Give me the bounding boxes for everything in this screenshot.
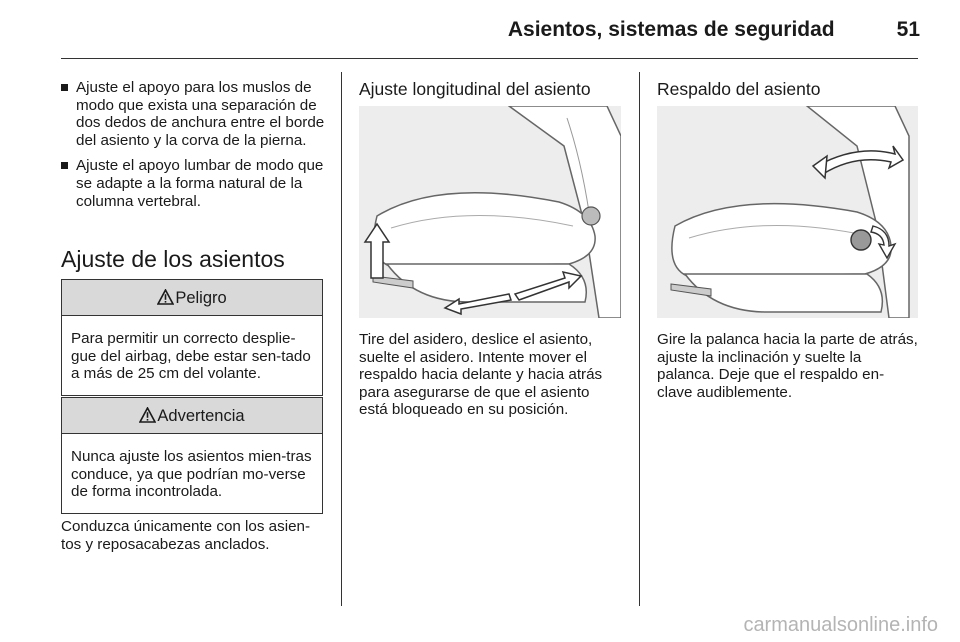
header-divider	[61, 58, 918, 59]
bullet-square-icon	[61, 162, 68, 169]
warning-box-header	[62, 398, 322, 434]
seat-slide-figure	[359, 106, 621, 318]
warning-triangle-icon	[139, 407, 156, 423]
warning-triangle-icon	[157, 289, 174, 305]
watermark-text: carmanualsonline.info	[743, 614, 938, 636]
seat-longitudinal-illustration	[359, 106, 621, 318]
backrest-paragraph: Gire la palanca hacia la parte de atrás, ajuste la inclinación y suelte la palanca. Deje que el respaldo en-clave audiblemente.	[657, 331, 918, 401]
section-heading: Ajuste de los asientos	[61, 246, 285, 272]
column-divider-left	[341, 72, 342, 606]
warning-box-text: Nunca ajuste los asientos mien-tras conduce, ya que podrían mo-verse de forma incontrolada.	[71, 448, 312, 501]
seat-backrest-illustration	[657, 106, 918, 318]
danger-box	[61, 279, 323, 396]
chapter-title: Asientos, sistemas de seguridad	[507, 18, 835, 41]
page-header	[508, 18, 920, 42]
page-number: 51	[896, 18, 920, 41]
bullet-square-icon	[61, 84, 68, 91]
danger-box-title: Peligro	[175, 289, 227, 307]
backrest-heading: Respaldo del asiento	[657, 79, 821, 99]
longitudinal-heading: Ajuste longitudinal del asiento	[359, 79, 591, 99]
closing-paragraph: Conduzca únicamente con los asien-tos y reposacabezas anclados.	[61, 518, 311, 553]
warning-box	[61, 397, 323, 514]
danger-box-header	[62, 280, 322, 316]
bullet-text: Ajuste el apoyo para los muslos de modo que exista una separación de dos dedos de anchura entre el borde del asiento y la corva de la pierna.	[76, 79, 325, 149]
longitudinal-paragraph: Tire del asidero, deslice el asiento, suelte el asidero. Intente mover el respaldo hacia delante y hacia atrás para asegurarse de que el asiento está bloqueado en su posición.	[359, 331, 603, 419]
list-item	[61, 79, 327, 149]
list-item	[61, 157, 327, 210]
column-divider-right	[639, 72, 640, 606]
danger-box-text: Para permitir un correcto desplie-gue del airbag, debe estar sen-tado a más de 25 cm del volante.	[71, 330, 311, 383]
warning-box-title: Advertencia	[157, 407, 245, 425]
bullet-text: Ajuste el apoyo lumbar de modo que se adapte a la forma natural de la columna vertebral.	[76, 157, 324, 210]
backrest-recline-figure	[657, 106, 918, 318]
bullet-list	[61, 79, 327, 218]
